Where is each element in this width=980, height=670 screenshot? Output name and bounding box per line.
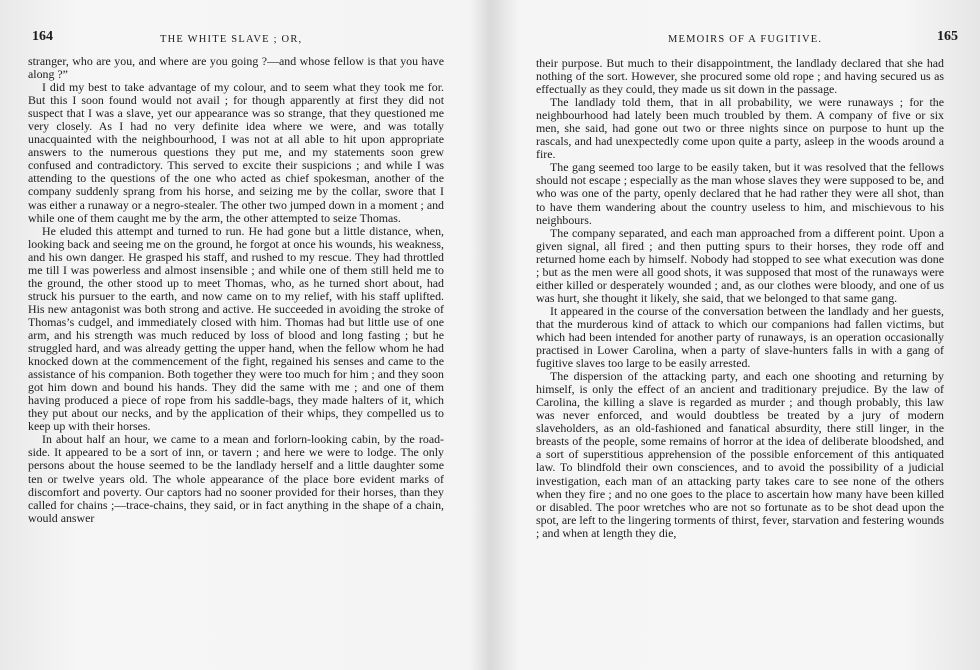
paragraph: The company separated, and each man approached from a different point. Upon a given signal, all fired ; and then putting spurs to their horses, they rode off and returned home each by himself. Nobody had stopped to see what execution was done ; but as the men were all good shots, it was supposed that most of the runaways were either killed or desperately wounded ; and, as our clothes were bloody, and one of us was hurt, she thought it likely, she said, that we belonged to that same gang.: [536, 225, 944, 305]
paragraph: He eluded this attempt and turned to run. He had gone but a little distance, when, looking back and seeing me on the ground, he forgot at once his wounds, his weakness, and his own danger. He grasped his staff, and rushed to my rescue. They had throttled me till I was powerless and almost insensible ; and while one of them still held me to the ground, the other stood up to meet Thomas, who, as he turned short about, had struck his pursuer to the earth, and now came on to my relief, with his staff uplifted. His new antagonist was both strong and active. He succeeded in avoiding the stroke of Thomas’s cudgel, and immediately closed with him. Thomas had but little use of one arm, and his strength was much reduced by loss of blood and long fasting ; but he struggled hard, and was already getting the upper hand, when the fellow whom he had knocked down at the commencement of the fight, regained his senses and came to the assistance of his companion. Both together they were too much for him ; and they soon got him down and bound his hands. They did the same with me ; and one of them having produced a piece of rope from his saddle-bags, they made halters of it, which they put about our necks, and by the application of their whips, they compelled us to keep up with their horses.: [28, 223, 444, 434]
right-page-header: [536, 29, 958, 51]
left-running-head: THE WHITE SLAVE ; OR,: [160, 34, 303, 45]
right-page: [536, 0, 958, 670]
paragraph: I did my best to take advantage of my colour, and to seem what they took me for. But this I soon found would not avail ; for though apparently at first they did not suspect that I was a slave, yet our appearance was so strange, that they questioned me very closely. As I had no very definite idea where we were, and was totally unacquainted with the neighbourhood, I was not at all able to hit upon appropriate answers to the numerous questions they put me, and my statements soon grew confused and contradictory. This served to excite their suspicions ; and while I was attending to the questions of the one who acted as chief spokesman, another of the company suddenly sprang from his horse, and seizing me by the collar, swore that I was either a runaway or a negro-stealer. The other two jumped down in a moment ; and while one of them caught me by the arm, the other attempted to seize Thomas.: [28, 80, 444, 225]
left-page-number: 164: [32, 29, 53, 44]
paragraph: their purpose. But much to their disappointment, the landlady declared that she had nothing of the sort. However, she procured some old rope ; and having secured us as effectually as they could, they made us sit down in the passage.: [536, 56, 944, 97]
left-page: [28, 0, 444, 670]
paragraph: stranger, who are you, and where are you going ?—and whose fellow is that you have along ?”: [28, 54, 444, 82]
right-page-number: 165: [937, 29, 958, 44]
right-running-head: MEMOIRS OF A FUGITIVE.: [668, 34, 823, 45]
paragraph: The gang seemed too large to be easily taken, but it was resolved that the fellows should not escape ; especially as the man whose slaves they were supposed to be, and who was one of the party, openly declared that he had rather they were all shot, than to have them wandering about the country useless to him, and mischievous to his neighbours.: [536, 160, 944, 227]
paragraph: It appeared in the course of the conversation between the landlady and her guests, that the murderous kind of attack to which our companions had fallen victims, but which had been intended for another party of runaways, is an operation occasionally practised in Lower Carolina, when a party of slave-hunters falls in with a gang of fugitive slaves too large to be easily arrested.: [536, 303, 944, 371]
paragraph: In about half an hour, we came to a mean and forlorn-looking cabin, by the road-side. It appeared to be a sort of inn, or tavern ; and here we were to lodge. The only persons about the house seemed to be the landlady herself and a little daughter some ten or twelve years old. The whole appearance of the place bore evident marks of discomfort and poverty. Our captors had no sooner provided for their horses, than they called for chains ;—trace-chains, they said, or in fact anything in the shape of a chain, would answer: [28, 432, 444, 525]
paragraph: The dispersion of the attacking party, and each one shooting and returning by himself, is only the effect of an ancient and traditionary prejudice. By the law of Carolina, the killing a slave is regarded as murder ; and though probably, this law was never enforced, and would doubtless be treated by a jury of modern slaveholders, as an old-fashioned and fanatical absurdity, there still linger, in the breasts of the people, some remains of horror at the idea of deliberate bloodshed, and a sort of superstitious apprehension of the possible enforcement of this antiquated law. To blindfold their own consciences, and to avoid the possibility of a judicial investigation, each man of an attacking party takes care to see none of the others when they fire ; and no one goes to the place to ascertain how many have been killed or disabled. The poor wretches who are not so fortunate as to be shot dead upon the spot, are left to the lingering torments of thirst, fever, starvation and festering wounds ; and when at length they die,: [536, 369, 944, 540]
left-page-header: [28, 31, 444, 51]
paragraph: The landlady told them, that in all probability, we were runaways ; for the neighbourhood had lately been much troubled by them. A company of five or six men, she said, had gone out two or three nights since on purpose to hunt up the rascals, and had unexpectedly come upon quite a party, asleep in the woods around a fire.: [536, 95, 944, 162]
right-page-body: [536, 57, 944, 540]
left-page-body: [28, 55, 444, 525]
